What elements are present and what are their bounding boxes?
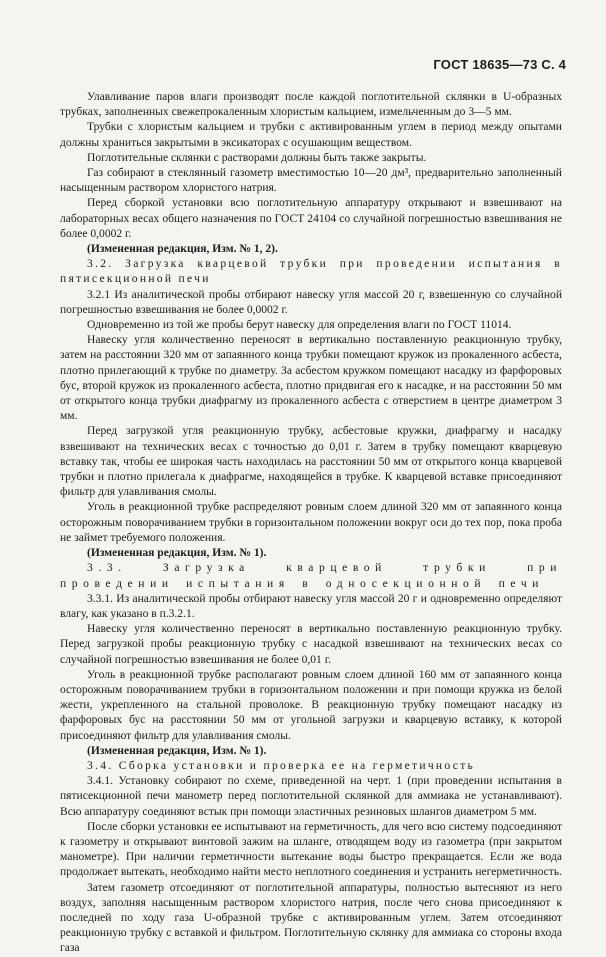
paragraph: 3.2.1 Из аналитической пробы отбирают навеску угля массой 20 г, взвешенную со случайной погрешностью взвешивания не более 0,0002 г. <box>60 288 562 316</box>
paragraph: Улавливание паров влаги производят после каждой поглотительной склянки в U-образных трубках, заполненных свежепрокаленным хлористым кальцием, измельченным до 3—5 мм. <box>60 91 562 119</box>
paragraph: Поглотительные склянки с растворами должны быть также закрыты. <box>87 151 427 164</box>
paragraph: Перед загрузкой угля реакционную трубку, асбестовые кружки, диафрагму и насадку взвешивают на технических весах с точностью до 0,01 г. Затем в трубку помещают кварцевую вставку так, чтобы ее широкая часть находилась на расстоянии 50 мм от открытого конца кварцевой трубки и плотно прилегала к диафрагме, находящейся в трубке. К кварцевой вставке присоединяют фильтр для улавливания смолы. <box>60 425 562 499</box>
paragraph: Одновременно из той же пробы берут навеску для определения влаги по ГОСТ 11014. <box>87 319 512 332</box>
paragraph: Уголь в реакционной трубке распределяют ровным слоем длиной 320 мм от запаянного конца осторожным поворачиванием трубки в горизонтальном положении вокруг оси до тех пор, пока проба не займет требуемого положения. <box>60 501 562 544</box>
paragraph: После сборки установки ее испытывают на герметичность, для чего всю систему подсоединяют к газометру и открывают винтовой зажим на шланге, отводящем воду из газометра (при закрытом манометре). При наличии герметичности вытекание воды быстро прекращается. Если же вода продолжает вытекать, необходимо найти место неплотного соединения и устранить негерметичность. <box>60 820 562 879</box>
paragraph: Навеску угля количественно переносят в вертикально поставленную реакционную трубку. Перед загрузкой пробы реакционную трубку с насадкой взвешивают на технических весах со случайной погрешностью взвешивания не более 0,01 г. <box>60 623 562 666</box>
paragraph: Уголь в реакционной трубке располагают ровным слоем длиной 160 мм от запаянного конца осторожным поворачиванием трубки в горизонтальном положении и при помощи кружка из белой жести, укрепленного на стальной проволоке. В реакционную трубку помещают насадку из фарфоровых бус на расстоянии 50 мм от угольной загрузки и кварцевую вставку, к которой присоединяют фильтр для улавливания смолы. <box>60 668 562 742</box>
page-header: ГОСТ 18635—73 С. 4 <box>433 57 566 72</box>
section-heading: 3.2. Загрузка кварцевой трубки при проведении испытания в пятисекционной печи <box>60 258 562 286</box>
paragraph: Затем газометр отсоединяют от поглотительной аппаратуры, полностью вытесняют из него воздух, заполняя насыщенным раствором хлористого натрия, после чего снова присоединяют к последней по ходу газа U-образной трубке с активированным углем. Затем отсоединяют реакционную трубку с вставкой и фильтром. Поглотительную склянку для аммиака со стороны входа газа <box>60 881 562 955</box>
document-body <box>60 90 562 957</box>
amendment-note: (Измененная редакция, Изм. № 1). <box>87 744 267 757</box>
amendment-note: (Измененная редакция, Изм. № 1). <box>87 547 267 560</box>
section-heading: 3.4. Сборка установки и проверка ее на герметичность <box>87 759 476 772</box>
amendment-note: (Измененная редакция, Изм. № 1, 2). <box>87 243 278 256</box>
paragraph: Трубки с хлористым кальцием и трубки с активированным углем в период между опытами должны храниться закрытыми в эксикаторах с осушающим веществом. <box>60 121 562 149</box>
section-heading: 3.3. Загрузка кварцевой трубки при проведении испытания в односекционной печи <box>60 562 562 590</box>
paragraph: 3.3.1. Из аналитической пробы отбирают навеску угля массой 20 г и одновременно определяют влагу, как указано в п.3.2.1. <box>60 592 562 620</box>
paragraph: Навеску угля количественно переносят в вертикально поставленную реакционную трубку, затем на расстоянии 320 мм от запаянного конца трубки помещают кружок из прокаленного асбеста, плотно прилегающий к трубке по диаметру. За асбестом кружком помещают насадку из фарфоровых бус, второй кружок из прокаленного асбеста, плотно придвигая его к насадке, и на расстоянии 50 мм от открытого конца трубки диафрагму из прокаленного асбеста с отверстием в центре диаметром 3 мм. <box>60 334 562 423</box>
paragraph: 3.4.1. Установку собирают по схеме, приведенной на черт. 1 (при проведении испытания в пятисекционной печи манометр перед поглотительной склянкой для аммиака не устанавливают). Всю аппаратуру соединяют встык при помощи эластичных резиновых шлангов диаметром 5 мм. <box>60 775 562 818</box>
paragraph: Перед сборкой установки всю поглотительную аппаратуру открывают и взвешивают на лабораторных весах общего назначения по ГОСТ 24104 со случайной погрешностью взвешивания не более 0,0002 г. <box>60 197 562 240</box>
paragraph: Газ собирают в стеклянный газометр вместимостью 10—20 дм³, предварительно заполненный насыщенным раствором хлористого натрия. <box>60 167 562 195</box>
